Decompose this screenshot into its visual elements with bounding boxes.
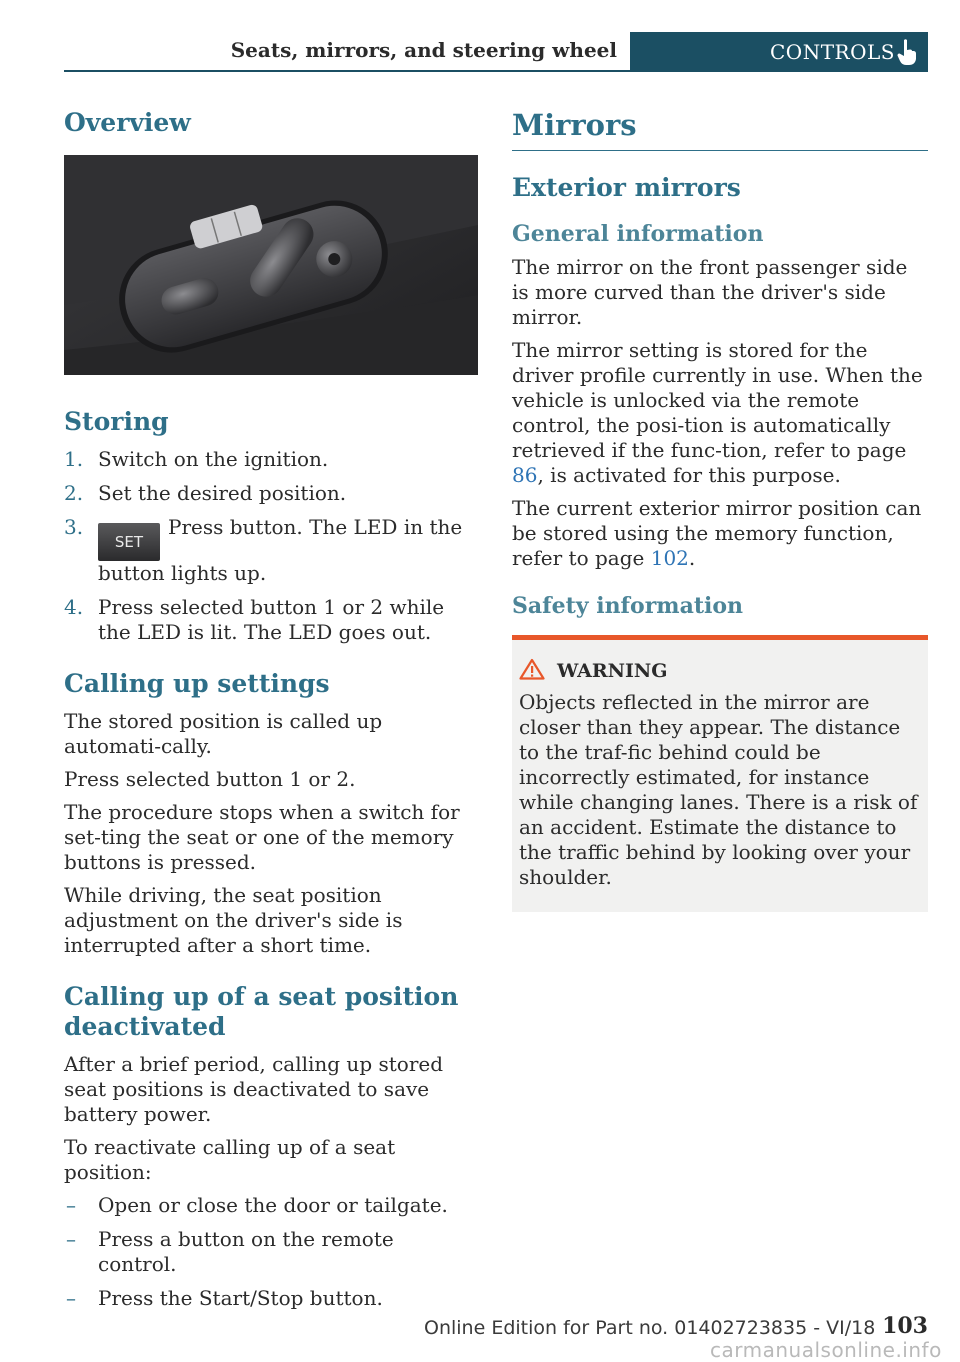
paragraph: The procedure stops when a switch for set-ting the seat or one of the memory buttons is pressed.	[64, 800, 460, 874]
warning-title: WARNING	[519, 658, 920, 682]
mirrors-heading: Mirrors	[512, 108, 928, 151]
paragraph: The stored position is called up automati-cally.	[64, 709, 383, 758]
page-number: 103	[882, 1313, 928, 1339]
general-information-heading: General information	[512, 221, 764, 247]
storing-step: 4. Press selected button 1 or 2 while the LED is lit. The LED goes out.	[64, 595, 445, 644]
warning-text: Objects reflected in the mirror are closer than they appear. The distance to the traf-fic behind could be incorrectly estimated, for instance while changing lanes. There is a risk of an accident. Estimate the distance to the traffic behind by looking over your shoulder.	[519, 690, 918, 889]
seat-memory-panel-illustration	[64, 155, 478, 375]
left-column	[64, 100, 478, 1335]
seat-memory-buttons-photo	[64, 155, 478, 375]
hand-pointer-icon	[896, 38, 918, 66]
list-item: – Press a button on the remote control.	[66, 1227, 394, 1276]
reactivate-list	[64, 1193, 478, 1311]
overview-heading: Overview	[64, 108, 191, 137]
right-column	[512, 100, 928, 912]
storing-step: 1. Switch on the ignition.	[64, 447, 329, 471]
paragraph: To reactivate calling up of a seat position:	[64, 1135, 396, 1184]
exterior-mirrors-heading: Exterior mirrors	[512, 173, 741, 202]
page-reference-link[interactable]: 102	[650, 546, 689, 570]
storing-heading: Storing	[64, 407, 169, 436]
footer-edition: Online Edition for Part no. 01402723835 - VI/18	[424, 1317, 876, 1339]
list-item: – Open or close the door or tailgate.	[66, 1193, 448, 1217]
header-section-title: Seats, mirrors, and steering wheel	[230, 38, 617, 62]
header-rule	[64, 70, 928, 72]
list-item: – Press the Start/Stop button.	[66, 1286, 383, 1310]
watermark: carmanualsonline.info	[710, 1338, 942, 1362]
paragraph: While driving, the seat position adjustment on the driver's side is interrupted after a short time.	[64, 883, 403, 957]
storing-steps-list	[64, 447, 478, 645]
storing-step: 2. Set the desired position.	[64, 481, 347, 505]
page-reference-link[interactable]: 86	[512, 463, 538, 487]
warning-box	[512, 635, 928, 912]
paragraph: The mirror setting is stored for the driver profile currently in use. When the vehicle is unlocked via the remote control, the posi-tion is automatically retrieved if the func-tion, refer to page 86, is activated for this purpose.	[512, 338, 923, 487]
paragraph: The mirror on the front passenger side is more curved than the driver's side mirror.	[512, 255, 908, 329]
paragraph: After a brief period, calling up stored seat positions is deactivated to save battery power.	[64, 1052, 444, 1126]
seat-position-deactivated-heading: Calling up of a seat position deactivated	[64, 982, 459, 1041]
storing-step: 3. SETPress button. The LED in the button lights up.	[64, 515, 463, 585]
paragraph: The current exterior mirror position can be stored using the memory function, refer to page 102.	[512, 496, 922, 570]
warning-triangle-icon	[519, 658, 545, 680]
paragraph: Press selected button 1 or 2.	[64, 767, 356, 791]
header-chapter-tab	[630, 32, 928, 72]
safety-information-heading: Safety information	[512, 593, 744, 619]
calling-up-settings-heading: Calling up settings	[64, 669, 330, 698]
header-tab-label: CONTROLS	[770, 40, 895, 64]
set-button-icon: SET	[98, 523, 160, 561]
